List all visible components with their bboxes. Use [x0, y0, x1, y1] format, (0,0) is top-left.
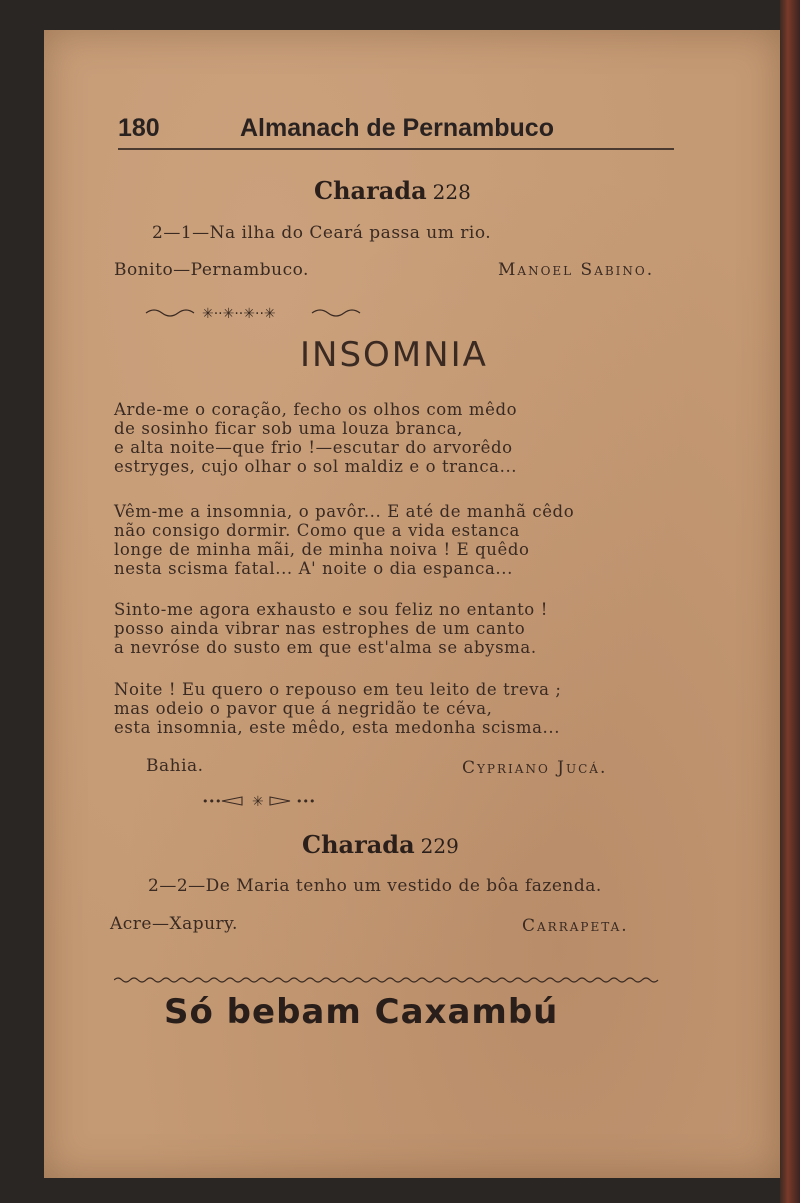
poem-line: Vêm-me a insomnia, o pavôr... E até de manhã cêdo	[114, 502, 575, 521]
book-spine	[780, 0, 800, 1203]
poem-place: Bahia.	[146, 756, 204, 776]
charada-229-place: Acre—Xapury.	[110, 914, 238, 934]
header-rule	[118, 148, 674, 150]
poem-stanza-4	[114, 680, 562, 737]
svg-text:•••: •••	[296, 795, 316, 808]
poem-title: INSOMNIA	[300, 335, 488, 375]
poem-line: a nevróse do susto em que est'alma se abysma.	[114, 638, 537, 657]
charada-229-author: Carrapeta.	[522, 916, 629, 936]
poem-author: Cypriano Jucá.	[462, 758, 608, 778]
charada-228-place: Bonito—Pernambuco.	[114, 260, 309, 280]
charada-228-clue: 2—1—Na ilha do Ceará passa um rio.	[152, 223, 492, 243]
poem-line: Noite ! Eu quero o repouso em teu leito de treva ;	[114, 680, 562, 699]
poem-line: Arde-me o coração, fecho os olhos com mêdo	[114, 400, 518, 419]
decorative-wavy-rule	[114, 976, 662, 984]
charada-number: 228	[432, 180, 471, 204]
svg-text:•••: •••	[202, 795, 222, 808]
charada-label: Charada	[314, 176, 427, 205]
charada-label: Charada	[302, 830, 415, 859]
advertisement-banner: Só bebam Caxambú	[164, 992, 559, 1032]
poem-line: mas odeio o pavor que á negridão te céva,	[114, 699, 493, 718]
poem-line: longe de minha mãi, de minha noiva ! E quêdo	[114, 540, 530, 559]
almanac-page	[44, 30, 780, 1178]
poem-line: Sinto-me agora exhausto e sou feliz no entanto !	[114, 600, 548, 619]
poem-line: de sosinho ficar sob uma louza branca,	[114, 419, 463, 438]
charada-229-title	[302, 830, 459, 859]
charada-228-author: Manoel Sabino.	[498, 260, 655, 280]
svg-text:✳: ✳	[252, 794, 264, 808]
poem-line: posso ainda vibrar nas estrophes de um canto	[114, 619, 526, 638]
page-number: 180	[118, 114, 160, 142]
charada-229-clue: 2—2—De Maria tenho um vestido de bôa fazenda.	[148, 876, 602, 896]
poem-line: e alta noite—que frio !—escutar do arvorêdo	[114, 438, 513, 457]
decorative-ornament	[202, 794, 332, 808]
poem-stanza-2	[114, 502, 574, 578]
poem-line: nesta scisma fatal... A' noite o dia espanca...	[114, 559, 513, 578]
poem-stanza-3	[114, 600, 548, 657]
poem-line: esta insomnia, este mêdo, esta medonha scisma...	[114, 718, 561, 737]
running-header: Almanach de Pernambuco	[240, 114, 554, 142]
svg-text:✳··✳··✳··✳: ✳··✳··✳··✳	[202, 306, 276, 320]
charada-228-title	[314, 176, 471, 205]
poem-line: não consigo dormir. Como que a vida estanca	[114, 521, 520, 540]
decorative-ornament	[144, 306, 364, 320]
charada-number: 229	[420, 834, 459, 858]
poem-line: estryges, cujo olhar o sol maldiz e o tranca...	[114, 457, 518, 476]
poem-stanza-1	[114, 400, 517, 476]
